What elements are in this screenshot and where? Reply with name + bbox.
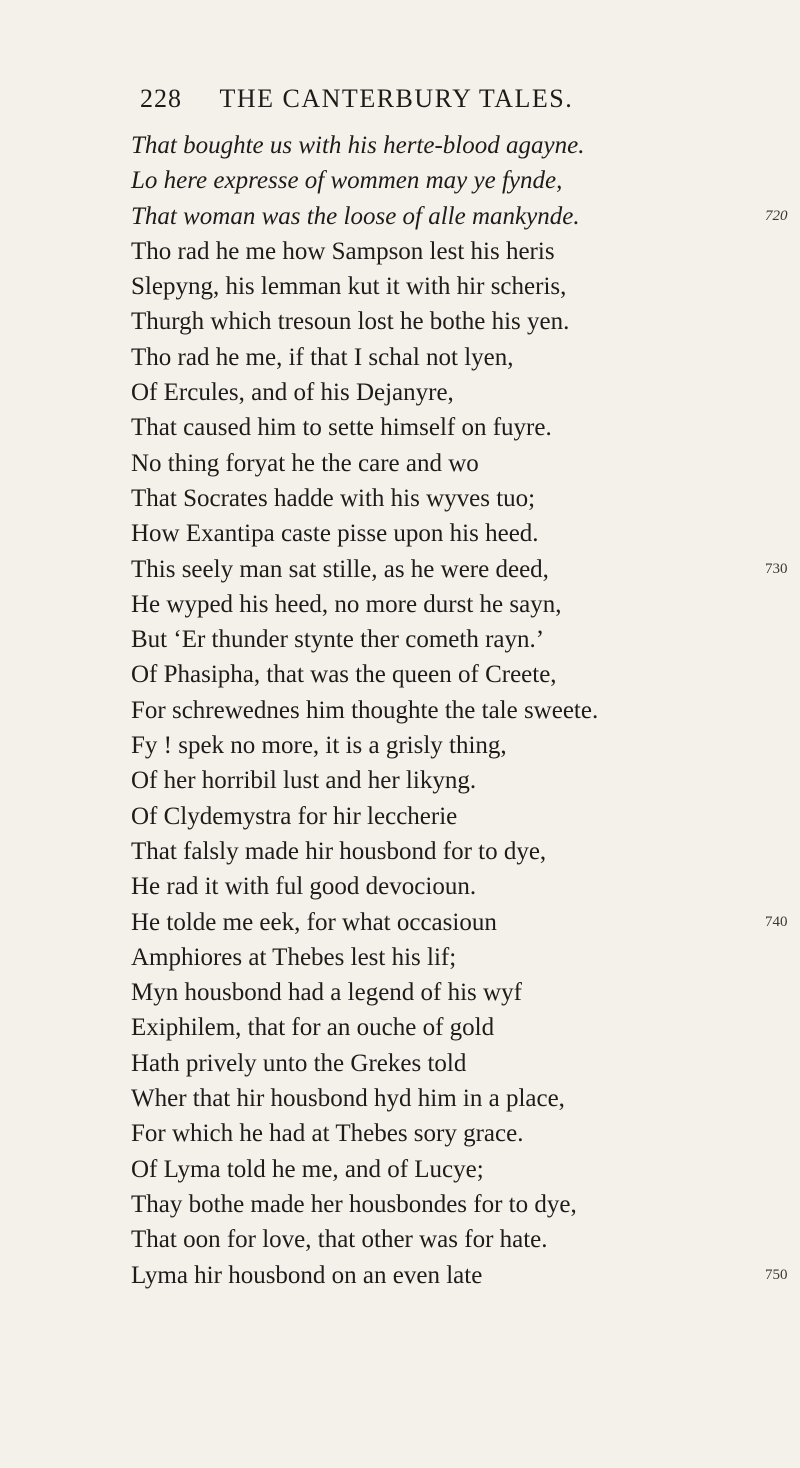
- verse-line-text: That falsly made hir housbond for to dye,: [131, 837, 547, 865]
- verse-line-text: He tolde me eek, for what occasioun: [131, 908, 497, 936]
- verse-line-text: That woman was the loose of alle mankynde.: [131, 202, 580, 230]
- verse-line: [131, 940, 598, 975]
- verse-line: [131, 622, 598, 657]
- verse-line-text: Thay bothe made her housbondes for to dye,: [131, 1190, 577, 1218]
- verse-line-text: Myn housbond had a legend of his wyf: [131, 979, 522, 1007]
- verse-line: [131, 340, 598, 375]
- verse-line: [131, 587, 598, 622]
- verse-line-text: Wher that hir housbond hyd him in a place,: [131, 1085, 565, 1113]
- verse-line-text: Amphiores at Thebes lest his lif;: [131, 943, 457, 971]
- verse-line-text: That boughte us with his herte-blood agayne.: [131, 132, 585, 159]
- verse-line-text: For which he had at Thebes sory grace.: [131, 1120, 524, 1148]
- verse-line: [131, 128, 598, 163]
- verse-line: [131, 199, 788, 234]
- verse-line-text: Tho rad he me how Sampson lest his heris: [131, 237, 555, 265]
- verse-line: [131, 234, 598, 269]
- verse-line-text: Fy ! spek no more, it is a grisly thing,: [131, 732, 507, 760]
- verse-line: [131, 1046, 598, 1081]
- verse-line-text: Slepyng, his lemman kut it with hir scheris,: [131, 273, 567, 301]
- line-number: 740: [765, 913, 788, 930]
- verse-line: [131, 693, 598, 728]
- verse-line: [131, 869, 598, 904]
- verse-line: [131, 1187, 598, 1222]
- line-number: 720: [765, 207, 788, 224]
- verse-line-text: Of her horribil lust and her likyng.: [131, 767, 477, 795]
- verse-line-text: Hath prively unto the Grekes told: [131, 1049, 467, 1077]
- page-number: 228: [140, 84, 182, 113]
- verse-line-text: Thurgh which tresoun lost he bothe his yen.: [131, 308, 570, 336]
- page-header: [140, 84, 573, 114]
- verse-line: [131, 481, 598, 516]
- verse-line: [131, 728, 598, 763]
- verse-line-text: Lyma hir housbond on an even late: [131, 1261, 483, 1289]
- verse-line-text: Of Clydemystra for hir leccherie: [131, 802, 458, 830]
- verse-line-text: Tho rad he me, if that I schal not lyen,: [131, 343, 514, 371]
- verse-line-text: But ‘Er thunder stynte ther cometh rayn.’: [131, 626, 545, 654]
- verse-line: [131, 1010, 598, 1045]
- verse-line: [131, 1116, 598, 1151]
- verse-line: [131, 1152, 598, 1187]
- verse-line: [131, 446, 598, 481]
- verse-line: [131, 834, 598, 869]
- verse-line-text: Of Lyma told he me, and of Lucye;: [131, 1155, 484, 1183]
- verse-text: [131, 128, 788, 1293]
- verse-line: [131, 269, 598, 304]
- verse-line-text: He rad it with ful good devocioun.: [131, 873, 477, 901]
- verse-line: [131, 552, 788, 587]
- verse-line-text: That oon for love, that other was for hate.: [131, 1226, 548, 1254]
- verse-line: [131, 1258, 788, 1293]
- verse-line-text: How Exantipa caste pisse upon his heed.: [131, 520, 539, 548]
- running-title: THE CANTERBURY TALES.: [219, 84, 574, 113]
- verse-line: [131, 375, 598, 410]
- verse-line-text: Of Phasipha, that was the queen of Creete,: [131, 661, 557, 689]
- verse-line: [131, 516, 598, 551]
- verse-line-text: This seely man sat stille, as he were deed,: [131, 555, 549, 583]
- verse-line-text: No thing foryat he the care and wo: [131, 449, 479, 477]
- verse-line-text: Exiphilem, that for an ouche of gold: [131, 1014, 495, 1042]
- verse-line: [131, 163, 598, 198]
- verse-line: [131, 1222, 598, 1257]
- verse-line: [131, 304, 598, 339]
- verse-line: [131, 799, 598, 834]
- line-number: 750: [765, 1266, 788, 1283]
- verse-line-text: Of Ercules, and of his Dejanyre,: [131, 379, 454, 407]
- verse-line-text: For schrewednes him thoughte the tale sweete.: [131, 696, 599, 724]
- line-number: 730: [765, 560, 788, 577]
- verse-line: [131, 410, 598, 445]
- verse-line: [131, 763, 598, 798]
- verse-line-text: That Socrates hadde with his wyves tuo;: [131, 484, 536, 512]
- verse-line-text: He wyped his heed, no more durst he sayn,: [131, 590, 562, 618]
- verse-line: [131, 975, 598, 1010]
- verse-line-text: That caused him to sette himself on fuyre.: [131, 414, 552, 442]
- verse-line: [131, 657, 598, 692]
- verse-line: [131, 905, 788, 940]
- verse-line: [131, 1081, 598, 1116]
- verse-line-text: Lo here expresse of wommen may ye fynde,: [131, 167, 563, 195]
